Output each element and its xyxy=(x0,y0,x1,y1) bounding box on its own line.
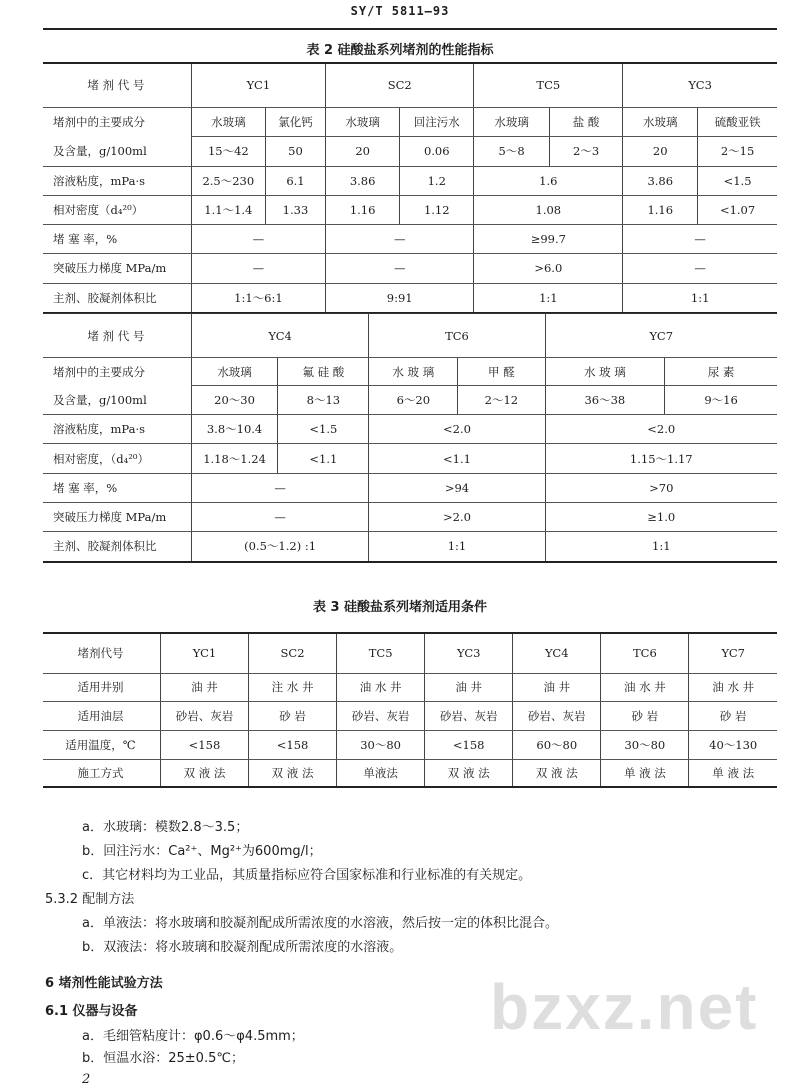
row-label: 施工方式 xyxy=(43,759,160,787)
table-cell: <1.1 xyxy=(369,444,545,474)
table-cell: 1.16 xyxy=(623,195,698,224)
t2p1-row xyxy=(43,166,777,195)
table-cell: 双 液 法 xyxy=(425,759,513,787)
section-6-heading: 6 堵剂性能试验方法 xyxy=(45,976,163,991)
table-cell: 1.6 xyxy=(474,166,623,195)
table-cell: — xyxy=(191,224,325,253)
row-label: 堵剂中的主要成分 xyxy=(53,364,145,379)
table-cell: 水玻璃 xyxy=(623,107,698,136)
table-cell: — xyxy=(623,224,777,253)
table-cell: ≥99.7 xyxy=(474,224,623,253)
table-cell: 单液法 xyxy=(337,759,425,787)
table-cell: <158 xyxy=(425,730,513,759)
table-cell: 9:91 xyxy=(326,283,474,313)
table-cell: 砂 岩 xyxy=(249,701,337,730)
table-cell: >94 xyxy=(369,474,545,503)
table-cell: 3.86 xyxy=(623,166,698,195)
table-cell: 水 玻 璃 xyxy=(369,358,458,386)
row-label: 相对密度，（d₄²⁰） xyxy=(43,444,191,474)
column-header: SC2 xyxy=(326,63,474,107)
table-cell: 1.33 xyxy=(265,195,325,224)
t3-row xyxy=(43,673,777,701)
row-label: 堵 塞 率，% xyxy=(43,224,191,253)
table-cell: 水玻璃 xyxy=(191,358,278,386)
table-cell: 1.1～1.4 xyxy=(191,195,265,224)
table-cell: <1.07 xyxy=(698,195,777,224)
row-label: 适用油层 xyxy=(43,701,160,730)
table-cell: 双 液 法 xyxy=(160,759,248,787)
table-cell: 20～30 xyxy=(191,386,278,415)
table-cell: <1.1 xyxy=(278,444,369,474)
page-number: 2 xyxy=(82,1072,91,1087)
table-cell: 2.5～230 xyxy=(191,166,265,195)
t3-row xyxy=(43,701,777,730)
t2p2-row xyxy=(43,503,777,532)
t2p2-row xyxy=(43,415,777,444)
table-cell: 油 井 xyxy=(513,673,601,701)
row-label: 主剂、胶凝剂体积比 xyxy=(43,283,191,313)
t2p1-row xyxy=(43,224,777,253)
column-header: YC1 xyxy=(191,63,325,107)
table-cell: (0.5～1.2) :1 xyxy=(191,532,369,562)
table-cell: 砂岩、灰岩 xyxy=(160,701,248,730)
table-cell: <158 xyxy=(160,730,248,759)
table-cell: 砂 岩 xyxy=(601,701,689,730)
method-b: b．双液法：将水玻璃和胶凝剂配成所需浓度的水溶液。 xyxy=(82,940,403,955)
table-cell: 硫酸亚铁 xyxy=(698,107,777,136)
table-cell: 单 液 法 xyxy=(601,759,689,787)
table-cell: 30～80 xyxy=(601,730,689,759)
t2p1-row xyxy=(43,63,777,107)
table-cell: 20 xyxy=(623,136,698,166)
row-label: 堵 剂 代 号 xyxy=(43,63,191,107)
section-6-1-heading: 6.1 仪器与设备 xyxy=(45,1004,138,1019)
table-cell: <1.5 xyxy=(698,166,777,195)
column-header: YC3 xyxy=(425,633,513,673)
row-label: 堵 剂 代 号 xyxy=(43,314,191,358)
table-cell: 1.15～1.17 xyxy=(545,444,777,474)
table-cell: 0.06 xyxy=(400,136,474,166)
row-label: 及含量，g/100ml xyxy=(43,386,191,415)
table-cell: 油 水 井 xyxy=(601,673,689,701)
t2p2-row xyxy=(43,444,777,474)
t2p1-row xyxy=(43,253,777,283)
table-cell: >2.0 xyxy=(369,503,545,532)
note-b: b．回注污水：Ca²⁺、Mg²⁺为600mg/l； xyxy=(82,844,322,859)
note-a: a．水玻璃：模数2.8～3.5； xyxy=(82,820,249,835)
t2p1-row xyxy=(43,195,777,224)
row-label: 及含量，g/100ml xyxy=(43,136,191,166)
table-cell: 2～3 xyxy=(549,136,622,166)
row-label: 堵 塞 率，% xyxy=(43,474,191,503)
table-cell: 砂岩、灰岩 xyxy=(337,701,425,730)
table2-part1 xyxy=(43,62,777,314)
table-cell: 1.12 xyxy=(400,195,474,224)
header-rule xyxy=(43,28,777,30)
table-cell: 水 玻 璃 xyxy=(545,358,665,386)
column-header: TC5 xyxy=(474,63,623,107)
t2p2-row xyxy=(43,314,777,358)
section-5-3-2-heading: 5.3.2 配制方法 xyxy=(45,892,135,907)
column-header: YC4 xyxy=(513,633,601,673)
row-label: 相对密度（d₄²⁰） xyxy=(43,195,191,224)
table-cell: 1.2 xyxy=(400,166,474,195)
table-cell: 6.1 xyxy=(265,166,325,195)
column-header: YC7 xyxy=(545,314,777,358)
t3-row xyxy=(43,730,777,759)
table-cell: — xyxy=(191,253,325,283)
table-cell: 水玻璃 xyxy=(474,107,550,136)
table-cell: 1.16 xyxy=(326,195,400,224)
table-cell: 1:1～6:1 xyxy=(191,283,325,313)
table-cell: 50 xyxy=(265,136,325,166)
table-cell: 砂岩、灰岩 xyxy=(513,701,601,730)
table-cell: 1:1 xyxy=(545,532,777,562)
table-cell: — xyxy=(326,224,474,253)
table-cell: 3.86 xyxy=(326,166,400,195)
table-cell: 30～80 xyxy=(337,730,425,759)
table-cell: 2～15 xyxy=(698,136,777,166)
t3-row xyxy=(43,633,777,673)
column-header: YC1 xyxy=(160,633,248,673)
table-cell: 氟 硅 酸 xyxy=(278,358,369,386)
t2p2-row xyxy=(43,358,777,386)
row-label: 适用井别 xyxy=(43,673,160,701)
table-cell: 3.8～10.4 xyxy=(191,415,278,444)
table-cell: 水玻璃 xyxy=(191,107,265,136)
table-cell: 砂岩、灰岩 xyxy=(425,701,513,730)
table-cell: 40～130 xyxy=(689,730,777,759)
watermark: bzxz.net xyxy=(490,971,759,1043)
column-header: TC6 xyxy=(369,314,545,358)
t2p1-row xyxy=(43,107,777,136)
row-label: 突破压力梯度 MPa/m xyxy=(43,503,191,532)
row-label: 适用温度，℃ xyxy=(43,730,160,759)
table-cell: 双 液 法 xyxy=(249,759,337,787)
table-cell: <2.0 xyxy=(369,415,545,444)
table-cell: — xyxy=(623,253,777,283)
running-header: SY/T 5811—93 xyxy=(350,4,450,18)
table-cell: 9～16 xyxy=(665,386,777,415)
table-cell: >70 xyxy=(545,474,777,503)
table-cell: 砂 岩 xyxy=(689,701,777,730)
table-cell: 盐 酸 xyxy=(549,107,622,136)
table-cell: 36～38 xyxy=(545,386,665,415)
table-cell: 2～12 xyxy=(458,386,545,415)
table-cell: 1:1 xyxy=(623,283,777,313)
equipment-b: b．恒温水浴：25±0.5℃； xyxy=(82,1051,244,1066)
column-header: SC2 xyxy=(249,633,337,673)
column-header: YC4 xyxy=(191,314,369,358)
table-cell: 尿 素 xyxy=(665,358,777,386)
row-label: 堵剂中的主要成分 xyxy=(53,114,145,129)
column-header: TC5 xyxy=(337,633,425,673)
t3-row xyxy=(43,759,777,787)
table-cell: <2.0 xyxy=(545,415,777,444)
row-label: 主剂、胶凝剂体积比 xyxy=(43,532,191,562)
row-label: 堵剂代号 xyxy=(43,633,160,673)
table-cell: 油 水 井 xyxy=(337,673,425,701)
table-cell: 水玻璃 xyxy=(326,107,400,136)
column-header: YC7 xyxy=(689,633,777,673)
table-cell: 单 液 法 xyxy=(689,759,777,787)
table-cell: 8～13 xyxy=(278,386,369,415)
table-cell: ≥1.0 xyxy=(545,503,777,532)
table-cell: 油 井 xyxy=(425,673,513,701)
method-a: a．单液法：将水玻璃和胶凝剂配成所需浓度的水溶液，然后按一定的体积比混合。 xyxy=(82,916,558,931)
table-cell: 双 液 法 xyxy=(513,759,601,787)
table-cell: 60～80 xyxy=(513,730,601,759)
table-cell: <158 xyxy=(249,730,337,759)
table-cell: 1:1 xyxy=(474,283,623,313)
note-c: c．其它材料均为工业品，其质量指标应符合国家标准和行业标准的有关规定。 xyxy=(82,868,532,883)
table-cell: 注 水 井 xyxy=(249,673,337,701)
table-cell: 6～20 xyxy=(369,386,458,415)
t2p2-row xyxy=(43,532,777,562)
table2-caption: 表 2 硅酸盐系列堵剂的性能指标 xyxy=(306,43,494,58)
row-label: 突破压力梯度 MPa/m xyxy=(43,253,191,283)
table-cell: 油 井 xyxy=(160,673,248,701)
column-header: YC3 xyxy=(623,63,777,107)
table-cell: 15～42 xyxy=(191,136,265,166)
t2p1-row xyxy=(43,283,777,313)
table-cell: 1:1 xyxy=(369,532,545,562)
t2p2-row xyxy=(43,474,777,503)
row-label: 溶液粘度，mPa·s xyxy=(43,166,191,195)
t2p1-row xyxy=(43,136,777,166)
table-cell: 1.18～1.24 xyxy=(191,444,278,474)
equipment-a: a．毛细管粘度计：φ0.6～φ4.5mm； xyxy=(82,1029,304,1044)
table-cell: — xyxy=(326,253,474,283)
table-cell: — xyxy=(191,474,369,503)
column-header: TC6 xyxy=(601,633,689,673)
table3-caption: 表 3 硅酸盐系列堵剂适用条件 xyxy=(312,600,488,615)
table-cell: 1.08 xyxy=(474,195,623,224)
table-cell: 20 xyxy=(326,136,400,166)
table-cell: 5～8 xyxy=(474,136,550,166)
table2-part2 xyxy=(43,313,777,563)
table-cell: 油 水 井 xyxy=(689,673,777,701)
t2p2-row xyxy=(43,386,777,415)
table-cell: — xyxy=(191,503,369,532)
table-cell: >6.0 xyxy=(474,253,623,283)
table3 xyxy=(43,632,777,788)
row-label: 溶液粘度，mPa·s xyxy=(43,415,191,444)
table-cell: 甲 醛 xyxy=(458,358,545,386)
table-cell: <1.5 xyxy=(278,415,369,444)
table-cell: 氯化钙 xyxy=(265,107,325,136)
table-cell: 回注污水 xyxy=(400,107,474,136)
